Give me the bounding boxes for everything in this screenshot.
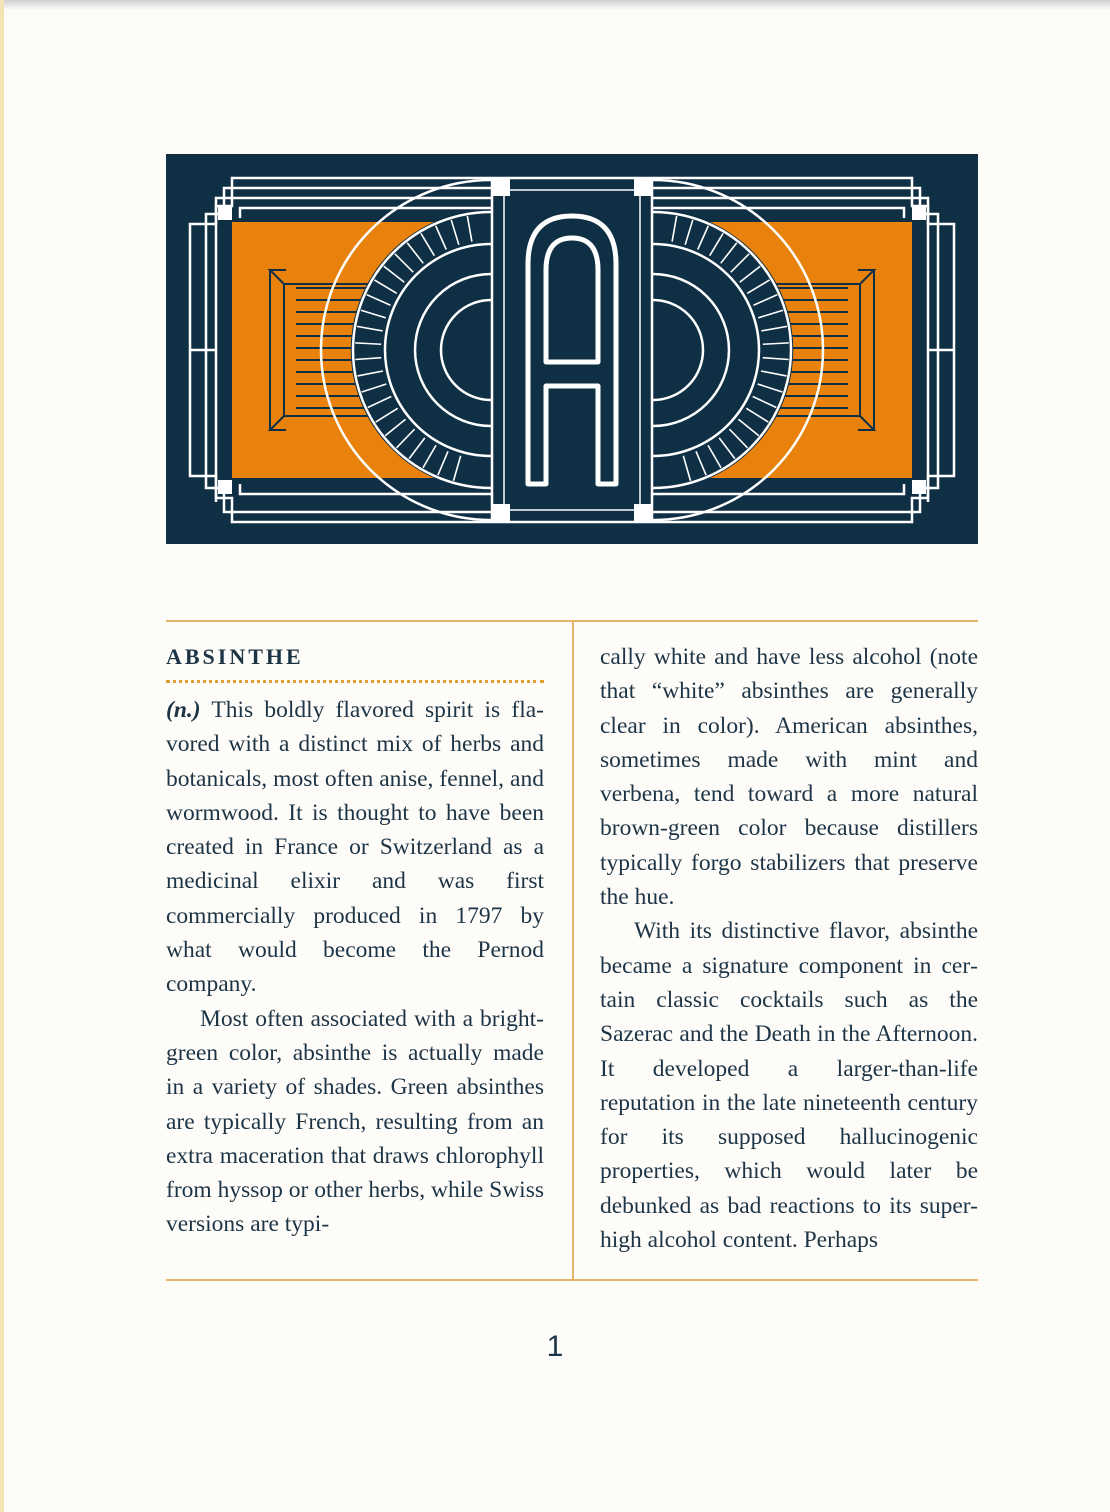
- art-deco-letter-illustration: [166, 154, 978, 544]
- dotted-divider: [166, 680, 544, 683]
- bottom-rule: [166, 1279, 978, 1281]
- entry-paragraph-2: Most often associated with a brightgreen color, absinthe is actually made in a variety of shades. Green absinthes are typically French, resulting from an extra maceration that draws chlorophyll from hyssop or other herbs, while Swiss versions are typi-: [166, 1005, 544, 1238]
- page-left-edge: [0, 0, 4, 1512]
- entry-paragraph-3: With its distinctive flavor, absinthe became a signature component in certain classic cocktails such as the Sazerac and the Death in the Afternoon. It developed a larger-than-life reputation in the late nineteenth century for its supposed hallucinogenic properties, which would later be debunked as bad reactions to its super-high alcohol content. Perhaps: [600, 918, 978, 1254]
- part-of-speech: (n.): [166, 697, 201, 723]
- entry-paragraph-1: [166, 693, 544, 1002]
- entry-paragraph-2-continued: cally white and have less alcohol (note that “white” absinthes are generally clear in color). American absinthes, sometimes made with mint and verbena, tend toward a more natural brown-green color because distillers typically forgo stabilizers that preserve the hue.: [600, 644, 978, 911]
- left-column: [166, 640, 544, 1242]
- paragraph-1-text: This boldly flavored spirit is flavored with a distinct mix of herbs and botanicals, most often anise, fennel, and wormwood. It is thought to have been created in France or Switzerland as a medicinal elixir and was first commercially produced in 1797 by what would become the Pernod company.: [166, 697, 544, 998]
- page-top-shadow: [0, 0, 1110, 10]
- right-column: [600, 640, 978, 1257]
- letter-banner: [166, 154, 978, 544]
- column-divider: [572, 621, 574, 1280]
- entry-term: ABSINTHE: [166, 644, 304, 669]
- page-number: 1: [546, 1330, 564, 1363]
